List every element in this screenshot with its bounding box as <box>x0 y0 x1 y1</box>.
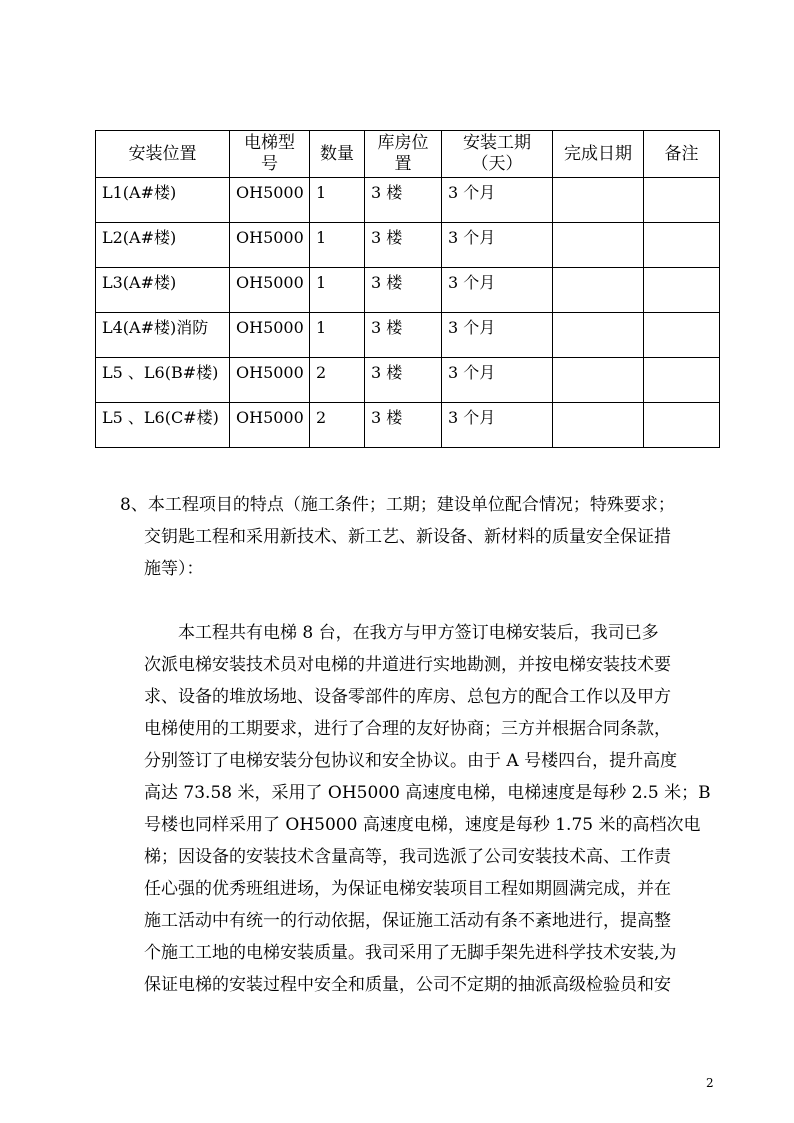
cell-quantity: 1 <box>310 178 365 223</box>
heading-line: 8、本工程项目的特点（施工条件；工期；建设单位配合情况；特殊要求； <box>120 495 675 515</box>
cell-quantity: 1 <box>310 313 365 358</box>
cell-remarks <box>644 268 720 313</box>
table-row <box>96 358 720 403</box>
cell-quantity: 2 <box>310 403 365 448</box>
cell-warehouse: 3 楼 <box>365 178 442 223</box>
cell-model: OH5000 <box>230 403 310 448</box>
table-header-row <box>96 131 720 178</box>
cell-quantity: 2 <box>310 358 365 403</box>
body-line: 求、设备的堆放场地、设备零部件的库房、总包方的配合工作以及甲方 <box>144 687 671 707</box>
cell-location: L1(A#楼) <box>96 178 230 223</box>
body-line: 高达 73.58 米，采用了 OH5000 高速度电梯，电梯速度是每秒 2.5 米；B <box>144 783 711 803</box>
page-number: 2 <box>706 1076 714 1090</box>
cell-model: OH5000 <box>230 313 310 358</box>
cell-remarks <box>644 358 720 403</box>
cell-quantity: 1 <box>310 223 365 268</box>
header-remarks: 备注 <box>644 131 720 178</box>
cell-completion <box>553 268 644 313</box>
cell-period: 3 个月 <box>442 178 553 223</box>
cell-completion <box>553 403 644 448</box>
body-line: 电梯使用的工期要求，进行了合理的友好协商；三方并根据合同条款， <box>144 719 671 739</box>
section-8-heading-continued <box>144 521 720 585</box>
cell-remarks <box>644 313 720 358</box>
cell-model: OH5000 <box>230 223 310 268</box>
table-row <box>96 403 720 448</box>
section-8-heading <box>120 489 720 521</box>
cell-remarks <box>644 223 720 268</box>
cell-location: L3(A#楼) <box>96 268 230 313</box>
table-row <box>96 178 720 223</box>
body-line: 任心强的优秀班组进场，为保证电梯安装项目工程如期圆满完成，并在 <box>144 879 671 899</box>
cell-completion <box>553 223 644 268</box>
header-install-period: 安装工期 （天） <box>442 131 553 178</box>
cell-model: OH5000 <box>230 268 310 313</box>
table-row <box>96 313 720 358</box>
cell-period: 3 个月 <box>442 268 553 313</box>
header-install-location: 安装位置 <box>96 131 230 178</box>
heading-line: 施等）： <box>144 559 204 579</box>
body-line: 次派电梯安装技术员对电梯的井道进行实地勘测，并按电梯安装技术要 <box>144 655 671 675</box>
cell-quantity: 1 <box>310 268 365 313</box>
cell-completion <box>553 358 644 403</box>
body-line: 本工程共有电梯 8 台，在我方与甲方签订电梯安装后，我司已多 <box>144 623 659 643</box>
table-row <box>96 268 720 313</box>
section-8-body <box>144 617 718 1001</box>
body-line: 施工活动中有统一的行动依据，保证施工活动有条不紊地进行，提高整 <box>144 911 671 931</box>
cell-period: 3 个月 <box>442 313 553 358</box>
header-warehouse-location: 库房位 置 <box>365 131 442 178</box>
heading-line: 交钥匙工程和采用新技术、新工艺、新设备、新材料的质量安全保证措 <box>144 527 671 547</box>
body-line: 梯；因设备的安装技术含量高等，我司选派了公司安装技术高、工作责 <box>144 847 671 867</box>
cell-remarks <box>644 403 720 448</box>
cell-period: 3 个月 <box>442 358 553 403</box>
cell-warehouse: 3 楼 <box>365 403 442 448</box>
cell-warehouse: 3 楼 <box>365 358 442 403</box>
body-line: 保证电梯的安装过程中安全和质量，公司不定期的抽派高级检验员和安 <box>144 975 671 995</box>
elevator-installation-table <box>95 130 720 448</box>
cell-location: L2(A#楼) <box>96 223 230 268</box>
cell-remarks <box>644 178 720 223</box>
header-elevator-model: 电梯型 号 <box>230 131 310 178</box>
body-line: 个施工工地的电梯安装质量。我司采用了无脚手架先进科学技术安装,为 <box>144 943 677 963</box>
cell-warehouse: 3 楼 <box>365 223 442 268</box>
cell-model: OH5000 <box>230 178 310 223</box>
cell-location: L5 、L6(C#楼) <box>96 403 230 448</box>
body-line: 号楼也同样采用了 OH5000 高速度电梯，速度是每秒 1.75 米的高档次电 <box>144 815 701 835</box>
table-row <box>96 223 720 268</box>
cell-warehouse: 3 楼 <box>365 268 442 313</box>
cell-location: L5 、L6(B#楼) <box>96 358 230 403</box>
cell-warehouse: 3 楼 <box>365 313 442 358</box>
cell-location: L4(A#楼)消防 <box>96 313 230 358</box>
cell-completion <box>553 313 644 358</box>
cell-period: 3 个月 <box>442 403 553 448</box>
cell-model: OH5000 <box>230 358 310 403</box>
header-quantity: 数量 <box>310 131 365 178</box>
cell-period: 3 个月 <box>442 223 553 268</box>
cell-completion <box>553 178 644 223</box>
body-line: 分别签订了电梯安装分包协议和安全协议。由于 A 号楼四台，提升高度 <box>144 751 678 771</box>
header-completion-date: 完成日期 <box>553 131 644 178</box>
